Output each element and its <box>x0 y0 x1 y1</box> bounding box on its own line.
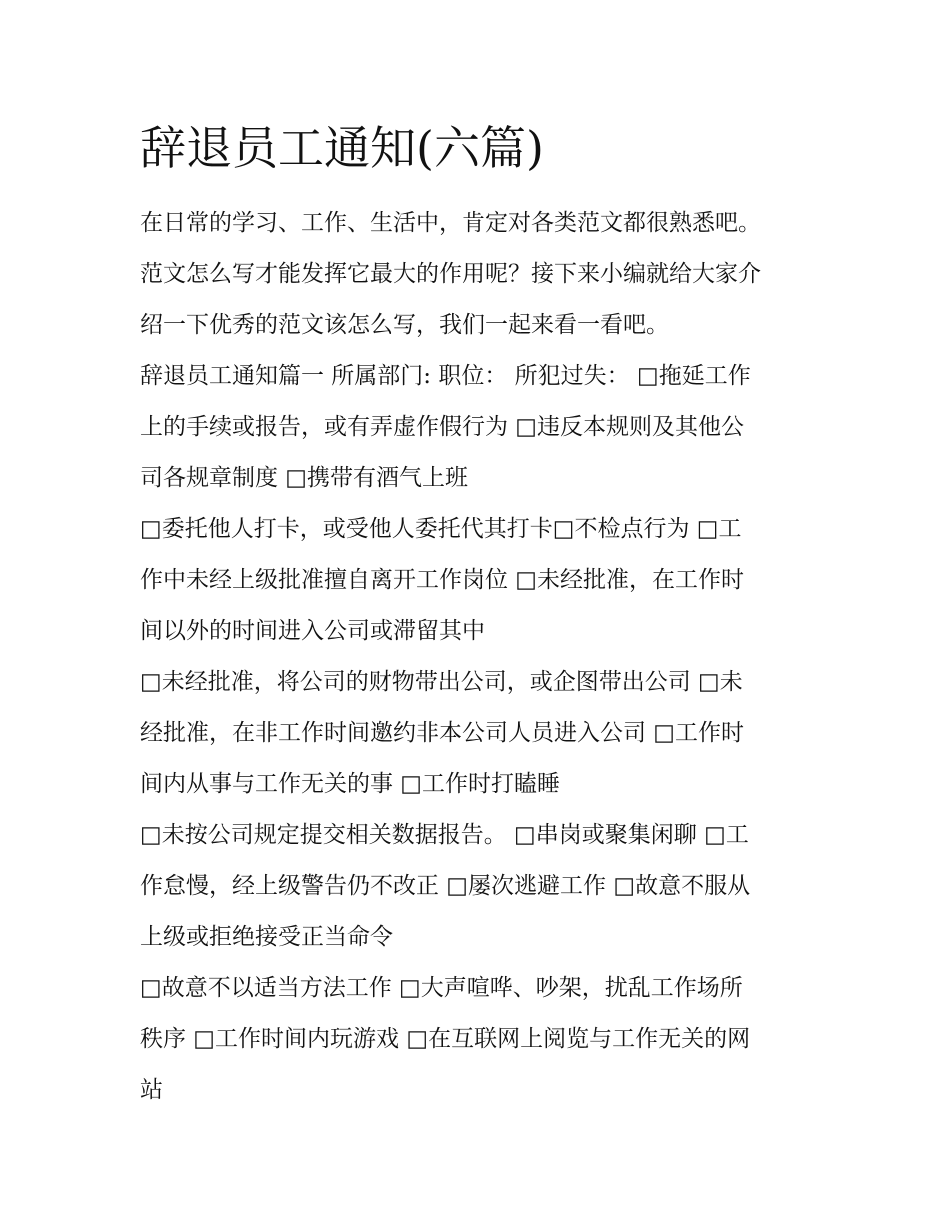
body-line: 间以外的时间进入公司或滞留其中 <box>140 618 485 644</box>
body-line: 作怠慢，经上级警告仍不改正 □屡次逃避工作 □故意不服从 <box>140 873 751 899</box>
body-line: 上的手续或报告，或有弄虚作假行为 □违反本规则及其他公 <box>140 414 745 440</box>
body-line: 作中未经上级批准擅自离开工作岗位 □未经批准，在工作时 <box>140 567 745 593</box>
body-line: 绍一下优秀的范文该怎么写，我们一起来看一看吧。 <box>140 312 669 338</box>
body-line: □委托他人打卡，或受他人委托代其打卡□不检点行为 □工 <box>140 516 742 542</box>
body-line: 范文怎么写才能发挥它最大的作用呢？接下来小编就给大家介 <box>140 261 761 287</box>
body-line: 辞退员工通知篇一 所属部门: 职位： 所犯过失： □拖延工作 <box>140 363 751 389</box>
body-line: 经批准，在非工作时间邀约非本公司人员进入公司 □工作时 <box>140 720 745 746</box>
body-line: □未经批准，将公司的财物带出公司，或企图带出公司 □未 <box>140 669 743 695</box>
body-line: 在日常的学习、工作、生活中，肯定对各类范文都很熟悉吧。 <box>140 210 761 236</box>
body-line: 站 <box>140 1077 163 1103</box>
document-title: 辞退员工通知(六篇) <box>140 121 544 175</box>
document-body <box>140 198 820 1116</box>
body-line: 司各规章制度 □携带有酒气上班 <box>140 465 469 491</box>
body-line: 间内从事与工作无关的事 □工作时打瞌睡 <box>140 771 561 797</box>
body-line: 上级或拒绝接受正当命令 <box>140 924 393 950</box>
body-line: □故意不以适当方法工作 □大声喧哗、吵架，扰乱工作场所 <box>140 975 743 1001</box>
body-line: □未按公司规定提交相关数据报告。 □串岗或聚集闲聊 □工 <box>140 822 749 848</box>
body-line: 秩序 □工作时间内玩游戏 □在互联网上阅览与工作无关的网 <box>140 1026 751 1052</box>
